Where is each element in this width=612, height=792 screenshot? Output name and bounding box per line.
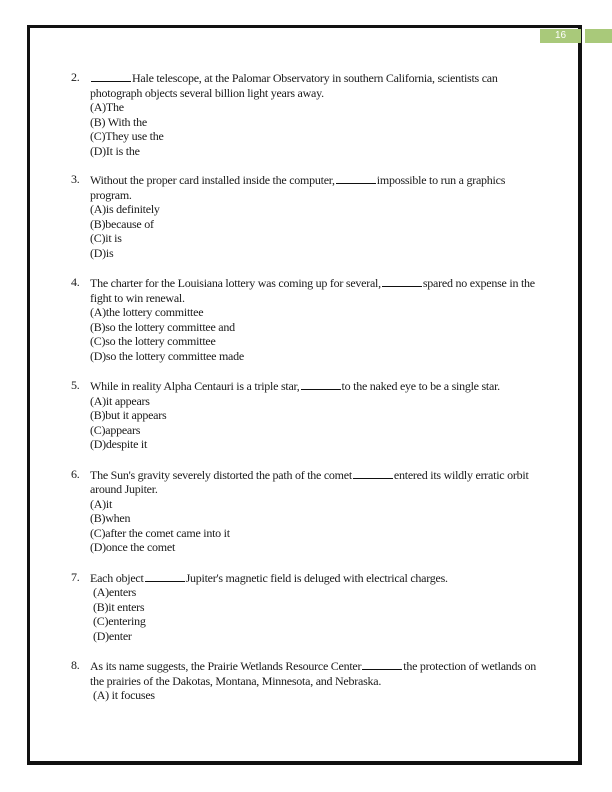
question-stem: [90, 378, 546, 394]
answer-blank: [353, 467, 393, 479]
page-number-tab-decoration: [585, 29, 612, 43]
answer-blank: [336, 172, 376, 184]
option-a: (A)it: [90, 496, 113, 511]
page-number: 16: [540, 29, 581, 43]
answer-blank: [91, 70, 131, 82]
question-2: [68, 70, 546, 158]
stem-text-before: As its name suggests, the Prairie Wetlands Resource Center: [90, 659, 362, 673]
stem-text-after: impossible to run a graphics program.: [90, 173, 506, 202]
stem-text-before: The Sun's gravity severely distorted the path of the comet: [90, 467, 352, 482]
option-c: (C)it is: [90, 231, 122, 245]
question-number: 8.: [71, 658, 80, 672]
question-3: [68, 172, 546, 260]
stem-text-after: Jupiter's magnetic field is deluged with electrical charges.: [185, 570, 448, 585]
question-stem: [90, 570, 546, 586]
option-a: (A)enters: [93, 585, 137, 599]
question-number: 4.: [71, 275, 80, 289]
option-c: (C)appears: [90, 422, 141, 437]
answer-blank: [362, 658, 402, 670]
question-number: 6.: [71, 466, 80, 481]
question-number: 7.: [71, 569, 80, 584]
question-number: 5.: [71, 378, 80, 392]
stem-text-before: While in reality Alpha Centauri is a triple star,: [90, 379, 300, 393]
option-d: (D)once the comet: [90, 540, 176, 554]
stem-text-after: Hale telescope, at the Palomar Observatory in southern California, scientists can photograph objects several billion light years away.: [90, 71, 498, 100]
option-d: (D)It is the: [90, 143, 140, 158]
stem-text-after: spared no expense in the fight to win renewal.: [90, 276, 535, 305]
question-stem: [90, 658, 546, 688]
option-b: (B)when: [90, 511, 131, 525]
stem-text-after: to the naked eye to be a single star.: [341, 379, 500, 393]
option-b: (B)because of: [90, 216, 154, 231]
question-list: [68, 70, 546, 703]
stem-text-before: The charter for the Louisiana lottery was coming up for several,: [90, 276, 381, 290]
question-6: [68, 467, 546, 555]
question-stem: [90, 70, 546, 100]
stem-text-before: Each object: [90, 570, 144, 585]
stem-text-after: entered its wildly erratic orbit around Jupiter.: [90, 467, 529, 496]
stem-text-after: the protection of wetlands on the prairies of the Dakotas, Montana, Minnesota, and Nebraska.: [90, 659, 536, 688]
option-a: (A)it appears: [90, 393, 150, 408]
option-c: (C)entering: [93, 614, 146, 628]
option-d: (D)so the lottery committee made: [90, 348, 244, 363]
question-stem: [90, 275, 546, 305]
question-8: [68, 658, 546, 703]
option-b: (B)so the lottery committee and: [90, 319, 235, 334]
option-a: (A)the lottery committee: [90, 305, 204, 319]
stem-text-before: Without the proper card installed inside the computer,: [90, 173, 335, 187]
question-number: 3.: [71, 172, 80, 186]
answer-blank: [301, 378, 341, 390]
question-5: [68, 378, 546, 452]
option-b: (B)it enters: [93, 599, 145, 614]
option-b: (B) With the: [90, 114, 147, 129]
option-c: (C)so the lottery committee: [90, 334, 216, 348]
question-4: [68, 275, 546, 363]
option-c: (C)They use the: [90, 129, 164, 143]
option-a: (A)is definitely: [90, 202, 160, 216]
option-d: (D)despite it: [90, 437, 148, 451]
option-b: (B)but it appears: [90, 408, 167, 422]
answer-blank: [382, 275, 422, 287]
option-d: (D)is: [90, 245, 114, 260]
question-stem: [90, 467, 546, 497]
question-7: [68, 570, 546, 644]
option-a: (A) it focuses: [93, 688, 155, 702]
question-stem: [90, 172, 546, 202]
option-d: (D)enter: [93, 628, 132, 643]
option-a: (A)The: [90, 100, 124, 114]
question-number: 2.: [71, 70, 80, 84]
option-c: (C)after the comet came into it: [90, 525, 230, 540]
answer-blank: [145, 570, 185, 582]
